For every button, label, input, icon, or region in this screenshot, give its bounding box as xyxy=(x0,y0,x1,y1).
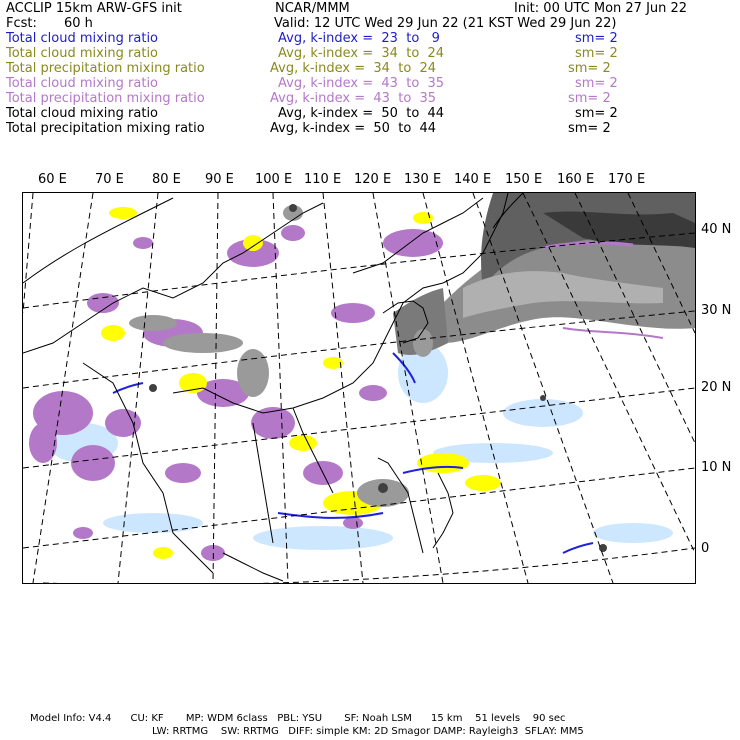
lon-label: 150 E xyxy=(505,172,543,187)
gray-cloud-band xyxy=(393,193,695,355)
model-info-line-1: Model Info: V4.4 CU: KF MP: WDM 6class PBL: YSU SF: Noah LSM 15 km 51 levels 90 sec xyxy=(30,713,566,724)
forecast-label: Fcst: xyxy=(6,16,37,31)
legend-row-avg: Avg, k-index = 50 to 44 xyxy=(278,106,445,121)
lon-label: 120 E xyxy=(354,172,392,187)
lat-label: 10 N xyxy=(701,460,732,475)
lon-label: 160 E xyxy=(557,172,595,187)
legend-row-name: Total cloud mixing ratio xyxy=(6,76,159,91)
legend-row-avg: Avg, k-index = 50 to 44 xyxy=(270,121,437,136)
legend-row-sm: sm= 2 xyxy=(568,121,611,136)
legend-row-sm: sm= 2 xyxy=(575,46,618,61)
map-canvas xyxy=(23,193,695,583)
init-time: Init: 00 UTC Mon 27 Jun 22 xyxy=(514,1,688,16)
map-title: ACCLIP 15km ARW-GFS init xyxy=(6,1,182,16)
legend-row-name: Total precipitation mixing ratio xyxy=(6,61,205,76)
lon-label: 140 E xyxy=(454,172,492,187)
lon-label: 170 E xyxy=(608,172,646,187)
gray-convective-field xyxy=(129,205,433,507)
legend-row-avg: Avg, k-index = 43 to 35 xyxy=(278,76,445,91)
lon-label: 110 E xyxy=(304,172,342,187)
lon-label: 60 E xyxy=(38,172,67,187)
lon-label: 90 E xyxy=(205,172,234,187)
valid-time: Valid: 12 UTC Wed 29 Jun 22 (21 KST Wed 29 Jun 22) xyxy=(274,16,617,31)
legend-row-avg: Avg, k-index = 43 to 35 xyxy=(270,91,437,106)
lat-label: 30 N xyxy=(701,303,732,318)
map-panel[interactable] xyxy=(22,192,696,584)
light-blue-cloud-field xyxy=(48,343,673,550)
model-info-line-2: LW: RRTMG SW: RRTMG DIFF: simple KM: 2D Smagor DAMP: Rayleigh3 SFLAY: MM5 xyxy=(152,726,584,737)
legend-row-sm: sm= 2 xyxy=(575,106,618,121)
lat-label: 20 N xyxy=(701,380,732,395)
legend-row-sm: sm= 2 xyxy=(575,76,618,91)
legend-row-name: Total precipitation mixing ratio xyxy=(6,91,205,106)
legend-row-sm: sm= 2 xyxy=(568,61,611,76)
organization: NCAR/MMM xyxy=(275,1,350,16)
lat-label: 40 N xyxy=(701,222,732,237)
forecast-hour: 60 h xyxy=(64,16,93,31)
legend-row-name: Total cloud mixing ratio xyxy=(6,46,159,61)
lat-label: 0 xyxy=(701,541,710,556)
lon-label: 100 E xyxy=(255,172,293,187)
legend-row-avg: Avg, k-index = 23 to 9 xyxy=(278,31,440,46)
legend-row-sm: sm= 2 xyxy=(575,31,618,46)
lon-label: 70 E xyxy=(95,172,124,187)
lon-label: 80 E xyxy=(152,172,181,187)
lon-label: 130 E xyxy=(404,172,442,187)
legend-row-name: Total cloud mixing ratio xyxy=(6,106,159,121)
violet-precip-field xyxy=(29,225,443,561)
legend-row-avg: Avg, k-index = 34 to 24 xyxy=(270,61,437,76)
legend-row-sm: sm= 2 xyxy=(568,91,611,106)
legend-row-name: Total cloud mixing ratio xyxy=(6,31,159,46)
legend-row-name: Total precipitation mixing ratio xyxy=(6,121,205,136)
legend-row-avg: Avg, k-index = 34 to 24 xyxy=(278,46,445,61)
